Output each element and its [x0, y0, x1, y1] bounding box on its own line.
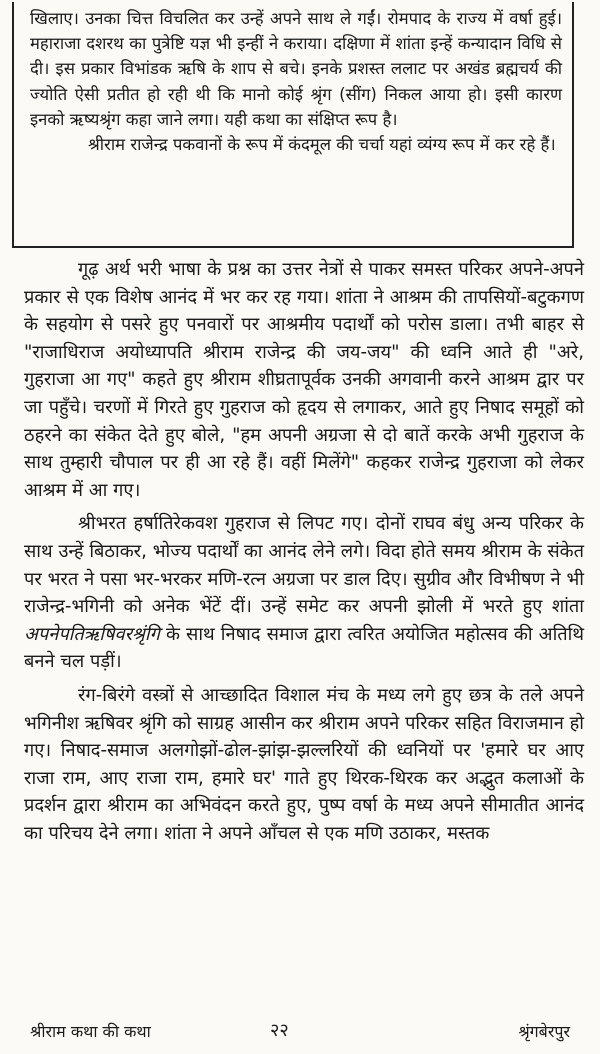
- body-paragraph-2-italic: अपनेपतिऋषिवरश्रृंगि: [24, 623, 160, 645]
- box-paragraph-2: श्रीराम राजेन्द्र पकवानों के रूप में कंदमूल की चर्चा यहां व्यंग्य रूप में कर रहे हैं।: [88, 135, 556, 155]
- footer-page-number: २२: [270, 1020, 289, 1041]
- body-paragraph-2: [24, 510, 584, 676]
- body-paragraph-1: गूढ़ अर्थ भरी भाषा के प्रश्न का उत्तर नेत्रों से पाकर समस्त परिकर अपने-अपने प्रकार से एक विशेष आनंद में भर कर रह गया। शांता ने आश्रम की तापसियों-बटुकगण के सहयोग से पसरे हुए पनवारों पर आश्रमीय पदार्थों को परोस डाला। तभी बाहर से "राजाधिराज अयोध्यापति श्रीराम राजेन्द्र की जय-जय" की ध्वनि आते ही "अरे, गुहराजा आ गए" कहते हुए श्रीराम शीघ्रतापूर्वक उनकी अगवानी करने आश्रम द्वार पर जा पहुँचे। चरणों में गिरते हुए गुहराज को हृदय से लगाकर, आते हुए निषाद समूहों को ठहरने का संकेत देते हुए बोले, "हम अपनी अग्रजा से दो बातें करके अभी गुहराज के साथ तुम्हारी चौपाल पर ही आ रहे हैं। वहीं मिलेंगे" कहकर राजेन्द्र गुहराजा को लेकर आश्रम में आ गए।: [24, 259, 584, 501]
- boxed-footnote: [12, 2, 574, 248]
- box-paragraph-1: खिलाए। उनका चित्त विचलित कर उन्हें अपने साथ ले गईं। रोमपाद के राज्य में वर्षा हुई। महाराजा दशरथ का पुत्रेष्टि यज्ञ भी इन्हीं ने कराया। दक्षिणा में शांता इन्हें कन्यादान विधि से दी। इस प्रकार विभांडक ऋषि के शाप से बचे। इनके प्रशस्त ललाट पर अखंड ब्रह्मचर्य की ज्योति ऐसी प्रतीत हो रही थी कि मानो कोई श्रृंग (सींग) निकल आया हो। इसी कारण इनको ऋष्यश्रृंग कहा जाने लगा। यही कथा का संक्षिप्त रूप है।: [30, 9, 562, 129]
- body-paragraph-2-start: श्रीभरत हर्षातिरेकवश गुहराज से लिपट गए। दोनों राघव बंधु अन्य परिकर के साथ उन्हें बिठाकर, भोज्य पदार्थों का आनंद लेने लगे। विदा होते समय श्रीराम के संकेत पर भरत ने पसा भर-भरकर मणि-रत्न अग्रजा पर डाल दिए। सुग्रीव और विभीषण ने भी राजेन्द्र-भगिनी को अनेक भेंटें दीं। उन्हें समेट कर अपनी झोली में भरते हुए शांता: [24, 513, 584, 618]
- footer-chapter-name: श्रृंगबेरपुर: [518, 1022, 570, 1041]
- footer-book-title: श्रीराम कथा की कथा: [30, 1022, 151, 1041]
- body-paragraph-2-end: के साथ निषाद समाज द्वारा त्वरित अयोजित महोत्सव की अतिथि बनने चल पड़ीं।: [24, 623, 584, 673]
- main-text: [24, 256, 584, 847]
- page-footer: [0, 1018, 600, 1048]
- body-paragraph-3: रंग-बिरंगे वस्त्रों से आच्छादित विशाल मंच के मध्य लगे हुए छत्र के तले अपने भगिनीश ऋषिवर श्रृंगि को साग्रह आसीन कर श्रीराम अपने परिकर सहित विराजमान हो गए। निषाद-समाज अलगोझों-ढोल-झांझ-झल्लरियों की ध्वनियों पर 'हमारे घर आए राजा राम, आए राजा राम, हमारे घर' गाते हुए थिरक-थिरक कर अद्भुत कलाओं के प्रदर्शन द्वारा श्रीराम का अभिवंदन करते हुए, पुष्प वर्षा के मध्य अपने सीमातीत आनंद का परिचय देने लगा। शांता ने अपने आँचल से एक मणि उठाकर, मस्तक: [24, 684, 584, 844]
